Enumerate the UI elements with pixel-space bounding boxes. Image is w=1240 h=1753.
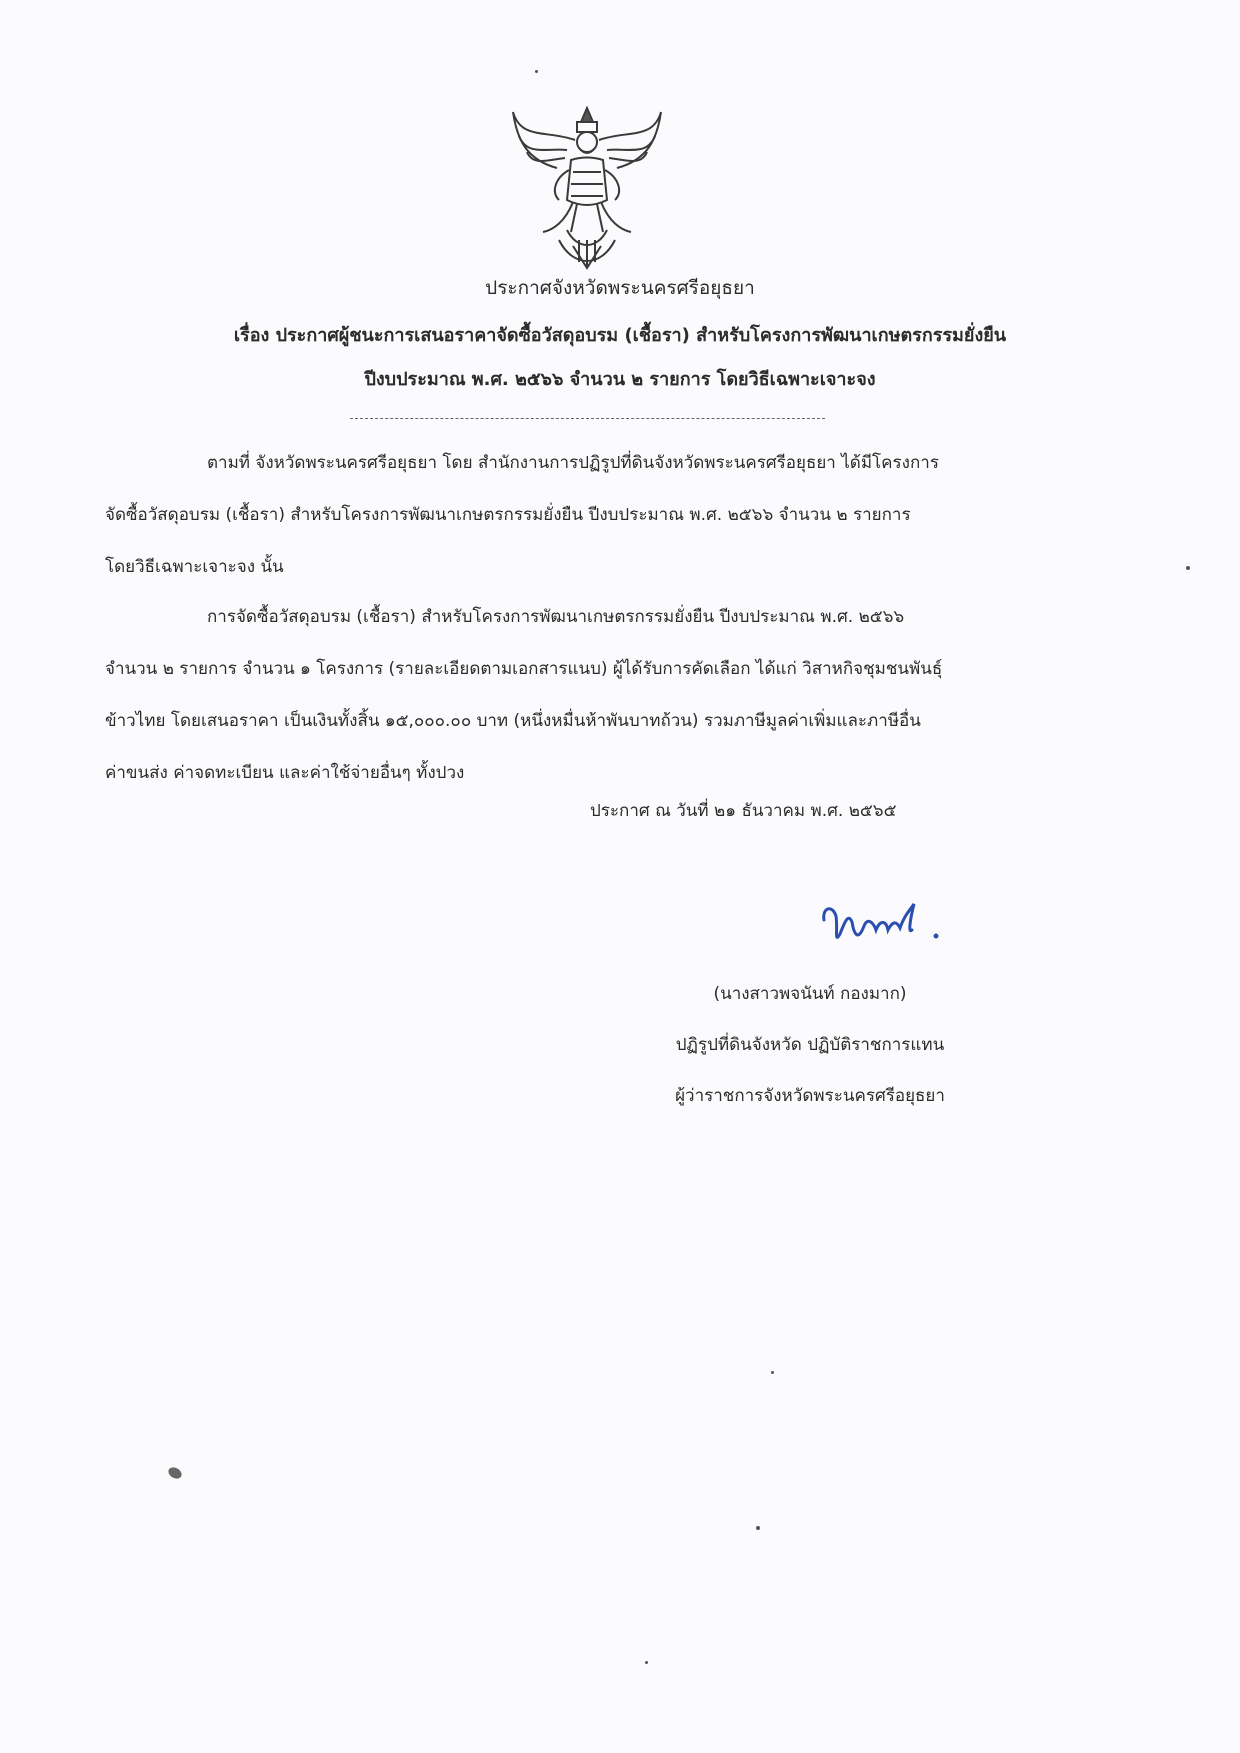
paragraph-line: ตามที่ จังหวัดพระนครศรีอยุธยา โดย สำนักงานการปฏิรูปที่ดินจังหวัดพระนครศรีอยุธยา ได้มีโครงการ — [207, 453, 939, 473]
scan-speck — [166, 1465, 183, 1481]
org-title: ประกาศจังหวัดพระนครศรีอยุธยา — [485, 277, 755, 299]
signer-name: (นางสาวพจนันท์ กองมาก) — [713, 984, 907, 1004]
scan-speck — [756, 1526, 760, 1530]
paragraph-line: โดยวิธีเฉพาะเจาะจง นั้น — [105, 557, 284, 577]
scan-speck — [1186, 566, 1190, 570]
signer-position-1: ปฏิรูปที่ดินจังหวัด ปฏิบัติราชการแทน — [675, 1035, 945, 1055]
signature-icon — [818, 890, 968, 960]
garuda-emblem-icon — [507, 100, 667, 272]
paragraph-2 — [105, 591, 1105, 799]
subject-line-1: เรื่อง ประกาศผู้ชนะการเสนอราคาจัดซื้อวัสดุอบรม (เชื้อรา) สำหรับโครงการพัฒนาเกษตรกรรมยั่งยืน — [233, 325, 1007, 346]
announcement-date: ประกาศ ณ วันที่ ๒๑ ธันวาคม พ.ศ. ๒๕๖๕ — [590, 801, 897, 821]
divider — [350, 418, 825, 419]
scan-speck — [771, 1371, 774, 1374]
paragraph-line: ค่าขนส่ง ค่าจดทะเบียน และค่าใช้จ่ายอื่นๆ ทั้งปวง — [105, 763, 465, 783]
paragraph-1 — [105, 437, 1105, 593]
paragraph-line: จัดซื้อวัสดุอบรม (เชื้อรา) สำหรับโครงการพัฒนาเกษตรกรรมยั่งยืน ปีงบประมาณ พ.ศ. ๒๕๖๖ จำนวน ๒ รายการ — [105, 505, 911, 525]
scan-speck — [535, 70, 538, 73]
scan-speck — [645, 1661, 648, 1664]
paragraph-line: ข้าวไทย โดยเสนอราคา เป็นเงินทั้งสิ้น ๑๕,๐๐๐.๐๐ บาท (หนึ่งหมื่นห้าพันบาทถ้วน) รวมภาษีมูลค่าเพิ่มและภาษีอื่น — [105, 711, 921, 731]
paragraph-line: การจัดซื้อวัสดุอบรม (เชื้อรา) สำหรับโครงการพัฒนาเกษตรกรรมยั่งยืน ปีงบประมาณ พ.ศ. ๒๕๖๖ — [207, 607, 905, 627]
subject-line-2: ปีงบประมาณ พ.ศ. ๒๕๖๖ จำนวน ๒ รายการ โดยวิธีเฉพาะเจาะจง — [364, 369, 876, 390]
signer-position-2: ผู้ว่าราชการจังหวัดพระนครศรีอยุธยา — [675, 1086, 945, 1106]
paragraph-line: จำนวน ๒ รายการ จำนวน ๑ โครงการ (รายละเอียดตามเอกสารแนบ) ผู้ได้รับการคัดเลือก ได้แก่ วิสาหกิจชุมชนพันธุ์ — [105, 659, 943, 679]
